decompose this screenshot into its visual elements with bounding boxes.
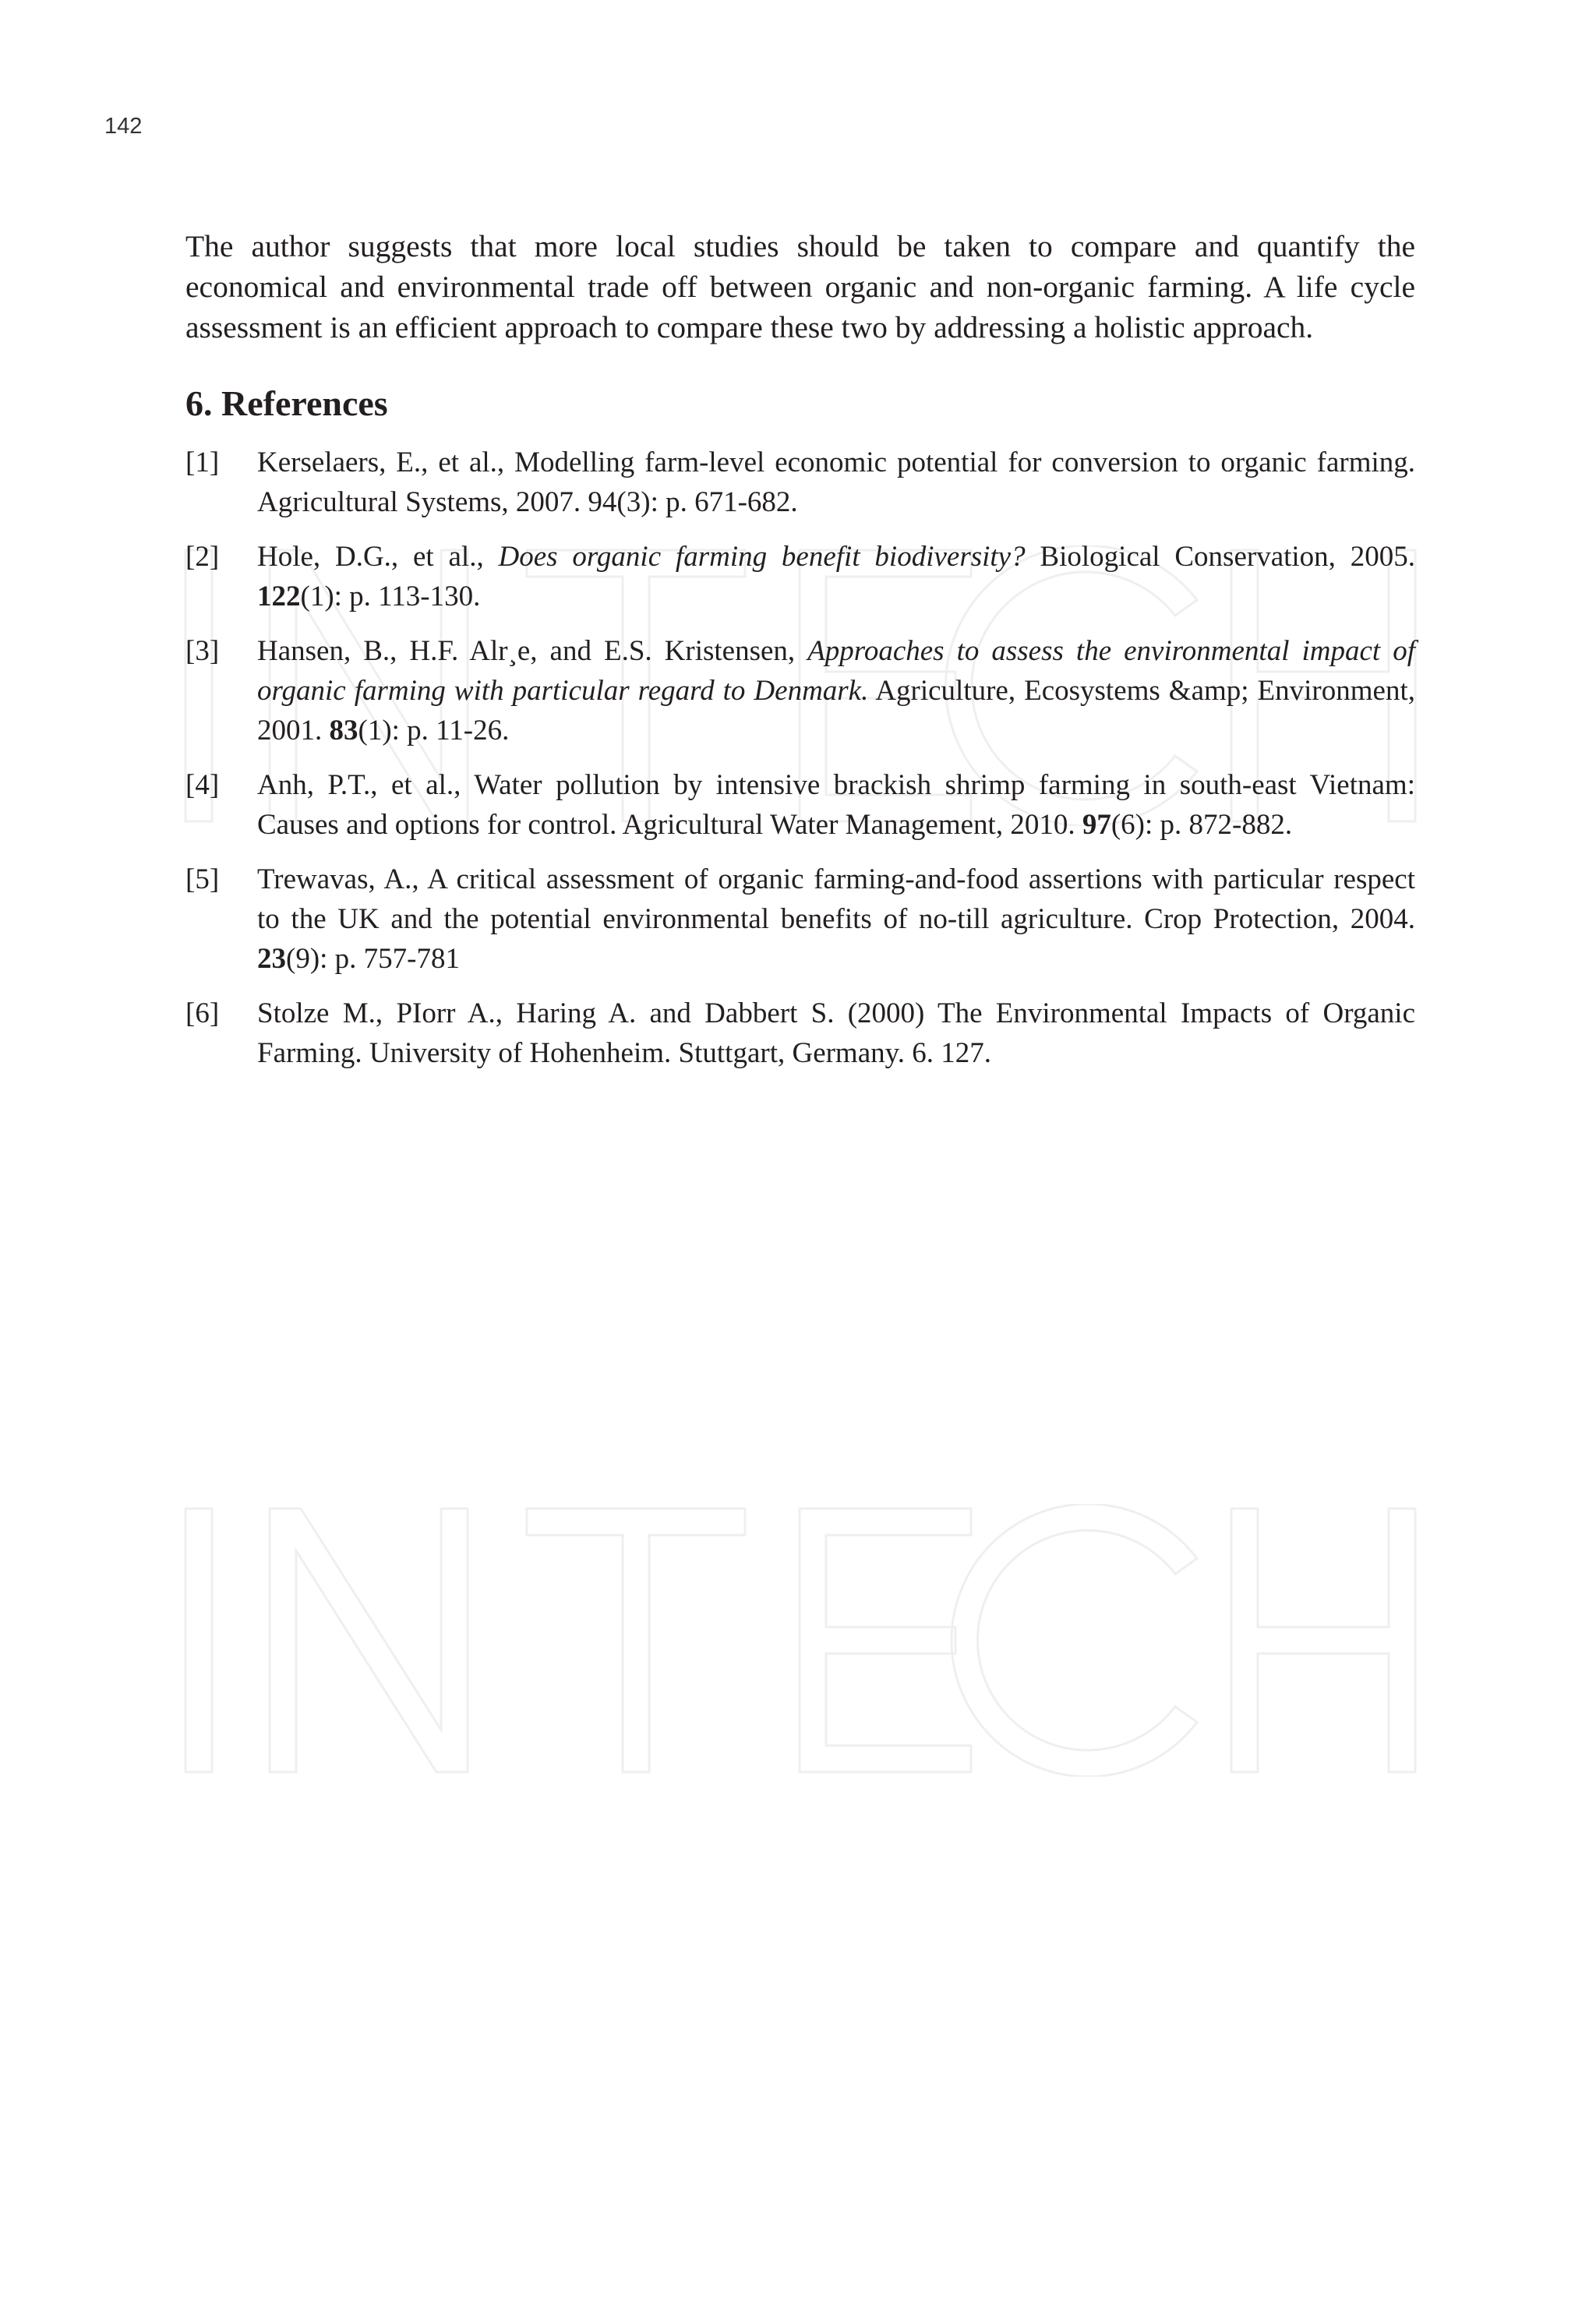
reference-text: Stolze M., PIorr A., Haring A. and Dabbert S. (2000) The Environmental Impacts of Organic Farming. University of Hohenheim. Stuttgart, Germany. 6. 127. [257,997,1415,1069]
reference-number: [1] [185,447,220,478]
reference-number: [6] [185,997,220,1029]
reference-number: [3] [185,635,220,667]
reference-item-5 [185,859,1415,979]
reference-item-1 [185,443,1415,522]
reference-text: Kerselaers, E., et al., Modelling farm-level economic potential for conversion to organic farming. Agricultural Systems, 2007. 94(3): p. 671-682. [257,447,1415,518]
reference-item-4 [185,765,1415,845]
reference-list [185,443,1415,1073]
reference-text: Hansen, B., H.F. Alr¸e, and E.S. Kristensen, Approaches to assess the environmental impact of organic farming with particular regard to Denmark. Agriculture, Ecosystems &amp; Environment, 2001. 83(1): p. 11-26. [257,635,1415,747]
reference-number: [4] [185,769,220,801]
section-heading: 6. References [185,383,388,423]
reference-text: Hole, D.G., et al., Does organic farming benefit biodiversity? Biological Conservation, 2005. 122(1): p. 113-130. [257,541,1415,612]
reference-item-6 [185,994,1415,1073]
reference-number: [5] [185,863,220,895]
intech-watermark-bottom [184,1504,1417,1777]
reference-text: Anh, P.T., et al., Water pollution by intensive brackish shrimp farming in south-east Vietnam: Causes and options for control. Agricultural Water Management, 2010. 97(6): p. 872-882. [257,769,1415,841]
page-content [185,226,1415,1088]
reference-item-3 [185,631,1415,750]
page-number: 142 [104,114,143,139]
reference-item-2 [185,537,1415,616]
reference-number: [2] [185,541,220,573]
intro-paragraph: The author suggests that more local studies should be taken to compare and quantify the economical and environmental trade off between organic and non-organic farming. A life cycle assessment is an efficient approach to compare these two by addressing a holistic approach. [185,229,1415,344]
reference-text: Trewavas, A., A critical assessment of organic farming-and-food assertions with particular respect to the UK and the potential environmental benefits of no-till agriculture. Crop Protection, 2004. 23(9): p. 757-781 [257,863,1415,975]
